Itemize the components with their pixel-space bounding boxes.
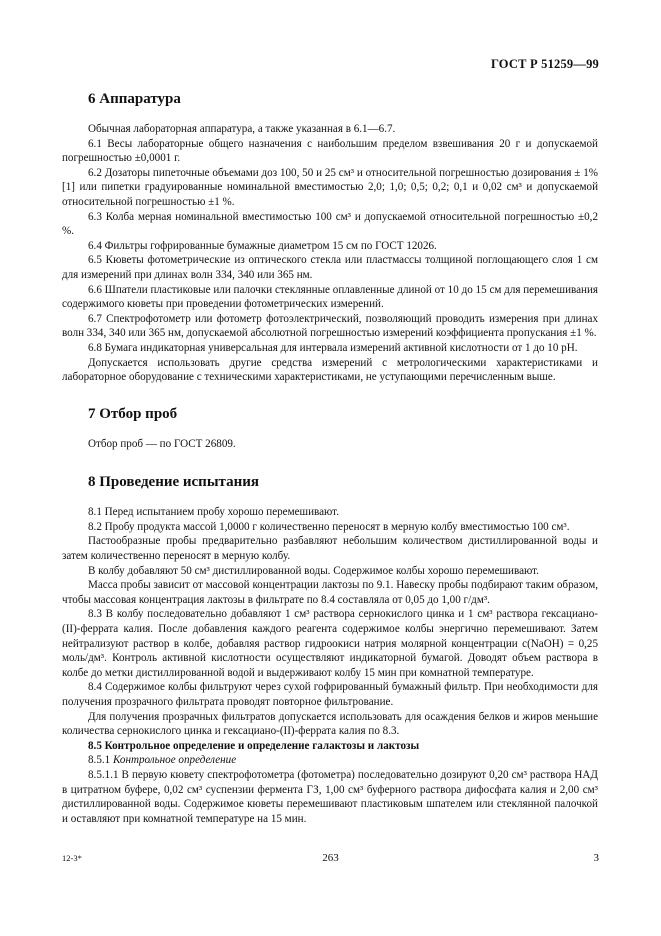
- paragraph: 8.4 Содержимое колбы фильтруют через сухой гофрированный бумажный фильтр. При необходимости для получения прозрачного фильтрата проводят повторное фильтрование.: [62, 681, 598, 708]
- paragraph: 6.8 Бумага индикаторная универсальная для интервала измерений активной кислотности от 1 до 10 pH.: [88, 341, 578, 354]
- paragraph: 6.2 Дозаторы пипеточные объемами доз 100, 50 и 25 см³ и относительной погрешностью дозирования ± 1% [1] или пипетки градуированные номинальной вместимостью 2,0; 1,0; 0,5; 0,2; 0,1 и 0,02 см³ и допускаемой относительной погрешностью ±1 %.: [62, 166, 598, 208]
- paragraph: 8.1 Перед испытанием пробу хорошо перемешивают.: [88, 506, 339, 519]
- paragraph: 6.3 Колба мерная номинальной вместимостью 100 см³ и допускаемой относительной погрешностью ±0,2 %.: [62, 210, 598, 238]
- section-8-title: 8 Проведение испытания: [88, 474, 259, 491]
- paragraph: 8.3 В колбу последовательно добавляют 1 см³ раствора сернокислого цинка и 1 см³ раствора гексациано-(II)-феррата калия. После добавления каждого реагента содержимое колбы энергично перемешивают. Затем нейтрализуют раствор в колбе, добавляя раствор гидроокиси натрия молярной концентрации c(NaOH) = 0,25 моль/дм³. Контроль активной кислотности осуществляют индикаторной бумагой. Доводят объем раствора в колбе до метки дистиллированной водой и выдерживают колбу 15 мин при комнатной температуре.: [62, 608, 598, 679]
- paragraph: 6.7 Спектрофотометр или фотометр фотоэлектрический, позволяющий проводить измерения при длинах волн 334, 340 или 365 нм, допускаемой абсолютной погрешностью измерений коэффициента пропускания ±1 %.: [62, 312, 598, 340]
- page-content: [62, 90, 598, 826]
- subsection-8-5-title: 8.5 Контрольное определение и определение галактозы и лактозы: [88, 739, 420, 752]
- subsection-8-5-1-title: Контрольное определение: [112, 754, 237, 767]
- subsection-8-5-1-heading: [62, 753, 598, 768]
- paragraph: В колбу добавляют 50 см³ дистиллированной воды. Содержимое колбы хорошо перемешивают.: [88, 564, 539, 577]
- footer-page-number: 263: [322, 852, 339, 864]
- footer-sheet-number: 3: [593, 852, 599, 864]
- paragraph: Масса пробы зависит от массовой концентрации лактозы по 9.1. Навеску пробы подбирают таким образом, чтобы массовая концентрация лактозы в фильтрате по 8.4 составляла от 0,05 до 1,00 г/дм³.: [62, 579, 598, 606]
- paragraph: 8.5.1.1 В первую кювету спектрофотометра (фотометра) последовательно дозируют 0,20 см³ раствора НАД в цитратном буфере, 0,02 см³ суспензии фермента ГЗ, 1,00 см³ буферного раствора дифосфата калия и 2,00 см³ дистиллированной воды. Содержимое кюветы перемешивают пластиковым шпателем или стеклянной палочкой и оставляют при комнатной температуре на 15 мин.: [62, 768, 598, 825]
- paragraph: 6.6 Шпатели пластиковые или палочки стеклянные оплавленные длиной от 10 до 15 см для перемешивания содержимого кюветы при проведении фотометрических измерений.: [62, 283, 598, 311]
- paragraph: Пастообразные пробы предварительно разбавляют небольшим количеством дистиллированной воды и затем количественно переносят в мерную колбу.: [62, 535, 598, 563]
- paragraph: 6.1 Весы лабораторные общего назначения с наибольшим пределом взвешивания 20 г и допускаемой погрешностью ±0,0001 г.: [62, 137, 598, 165]
- paragraph: Для получения прозрачных фильтратов допускается использовать для осаждения белков и жиров меньшие количества сернокислого цинка и гексациано-(II)-феррата калия по 8.3.: [62, 710, 598, 738]
- subsection-number: 8.5.1: [88, 754, 113, 767]
- paragraph: 6.4 Фильтры гофрированные бумажные диаметром 15 см по ГОСТ 12026.: [88, 239, 437, 252]
- section-7-title: 7 Отбор проб: [88, 405, 178, 422]
- section-6-title: 6 Аппаратура: [88, 91, 181, 107]
- paragraph: 8.2 Пробу продукта массой 1,0000 г количественно переносят в мерную колбу вместимостью 100 см³.: [88, 520, 570, 533]
- paragraph: 6.5 Кюветы фотометрические из оптического стекла или пластмассы толщиной поглощающего слоя 1 см для измерений при длинах волн 334, 340 или 365 нм.: [62, 254, 598, 281]
- document-code-header: ГОСТ Р 51259—99: [490, 57, 599, 71]
- paragraph: Отбор проб — по ГОСТ 26809.: [88, 437, 236, 450]
- paragraph: Обычная лабораторная аппаратура, а также указанная в 6.1—6.7.: [88, 123, 396, 135]
- paragraph: Допускается использовать другие средства измерений с метрологическими характеристиками и лабораторное оборудование с техническими характеристиками, не уступающими перечисленным выше.: [62, 356, 598, 384]
- footer-print-mark: 12-3*: [62, 853, 82, 863]
